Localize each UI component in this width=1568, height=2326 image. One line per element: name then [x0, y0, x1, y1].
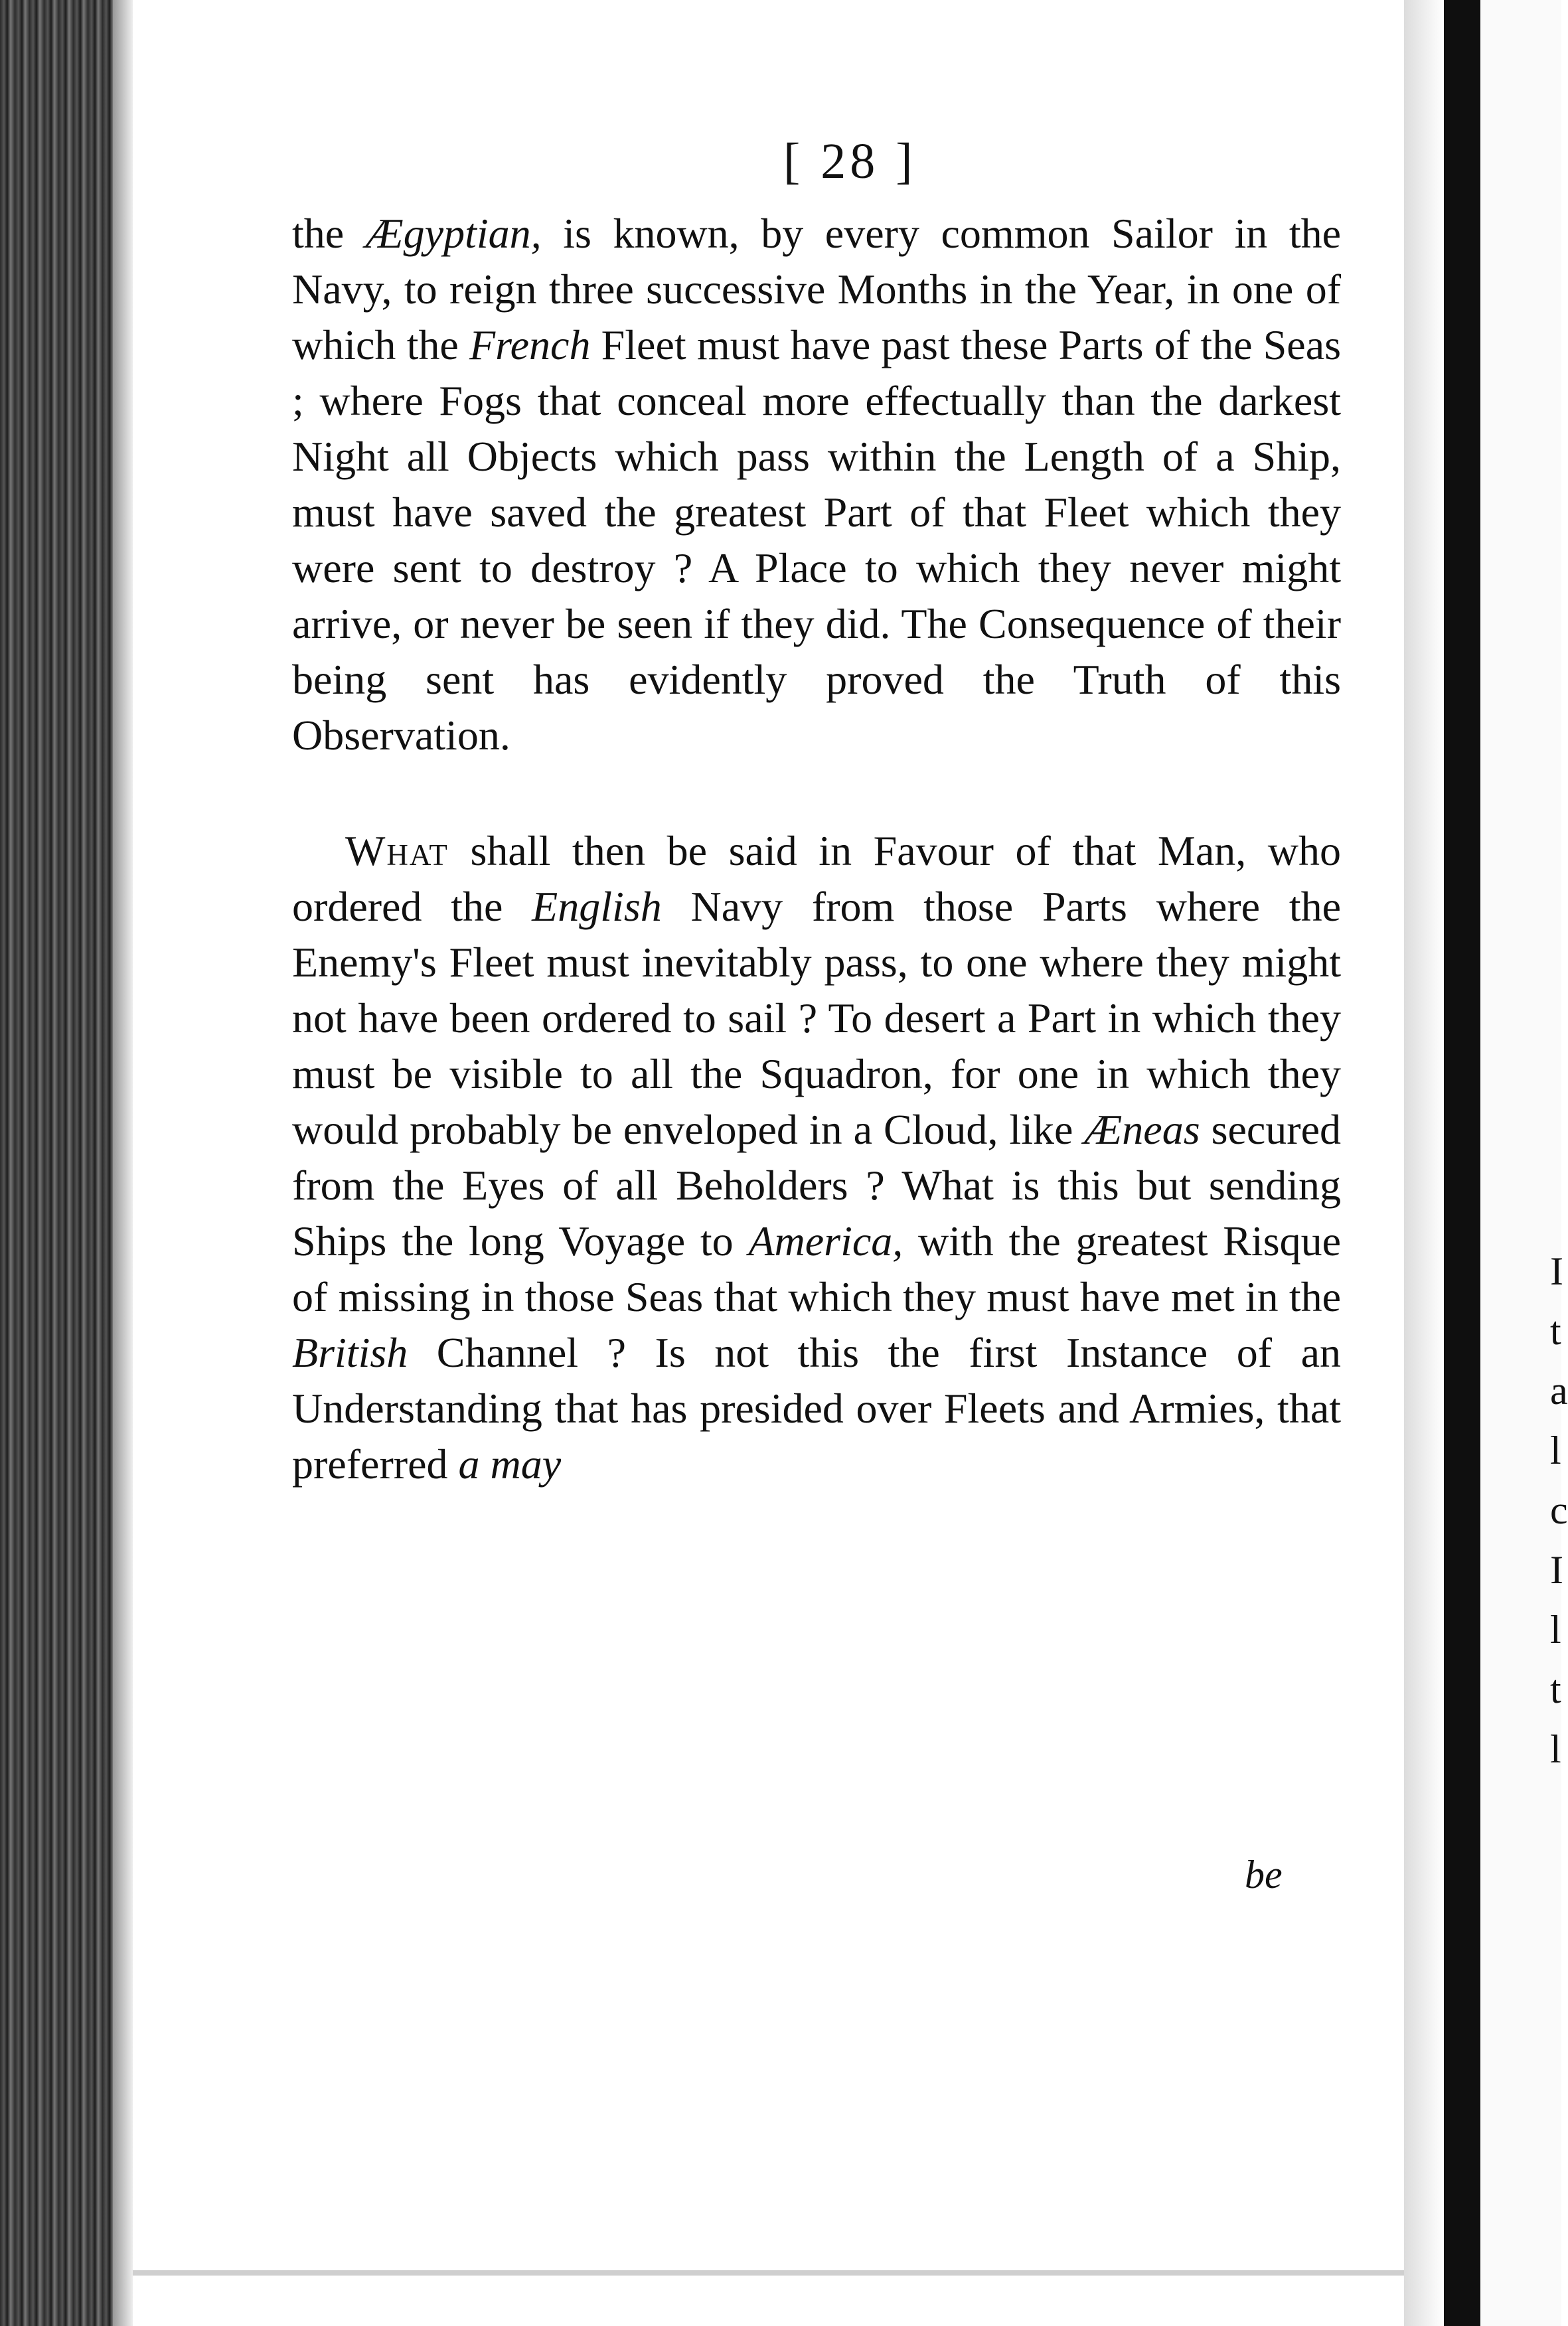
page-bottom-edge [133, 2270, 1404, 2276]
italic-run: a may [458, 1440, 562, 1488]
paragraph-2 [292, 823, 1341, 1492]
small-caps-run: What [345, 827, 449, 874]
text-run: shall then be said in Favour of that Man, who ordered the [292, 827, 1341, 930]
text-run: the [292, 210, 366, 257]
next-page-edge [1480, 0, 1568, 2326]
right-gutter-shadow [1404, 0, 1444, 2326]
left-page-shadow [113, 0, 133, 2326]
text-run: with the greatest Risque of missing in those Seas that which they must have met in the [292, 1217, 1342, 1320]
italic-run: English [532, 883, 662, 930]
text-run: Channel ? Is not this the first Instance of an Understanding that has presided over Fleets and Armies, that preferred [292, 1329, 1341, 1488]
page-number: [ 28 ] [783, 133, 917, 189]
paragraph-1 [292, 206, 1341, 763]
right-binding-edge [1444, 0, 1480, 2326]
text-run: Navy from those Parts where the Enemy's Fleet must inevitably pass, to one where they might not have been ordered to sail ? To desert a Part in which they must be visible to all the Squadron, for one in which they would probably be enveloped in a Cloud, like [292, 883, 1342, 1153]
italic-run: America, [748, 1217, 903, 1265]
next-page-fragment: I t a l c I l t l [1550, 1249, 1568, 1771]
italic-run: Ægyptian, [365, 210, 542, 257]
italic-run: Æneas [1084, 1106, 1200, 1153]
text-run: Fleet must have past these Parts of the Seas ; where Fogs that conceal more effectually than the darkest Night all Objects which pass within the Length of a Ship, must have saved the greatest Part of that Fleet which they were sent to destroy ? A Place to which they never might arrive, or never be seen if they did. The Consequence of their being sent has evidently proved the Truth of this Observation. [292, 321, 1342, 759]
italic-run: French [469, 321, 591, 368]
italic-run: British [292, 1329, 408, 1376]
text-run: secured from the Eyes of all Beholders ? What is this but sending Ships the long Voyage to [292, 1106, 1342, 1265]
catchword: be [1245, 1853, 1283, 1897]
text-run: is known, by every common Sailor in the Navy, to reign three successive Months in the Year, in one of which the [292, 210, 1342, 368]
body-text [292, 206, 1341, 1492]
